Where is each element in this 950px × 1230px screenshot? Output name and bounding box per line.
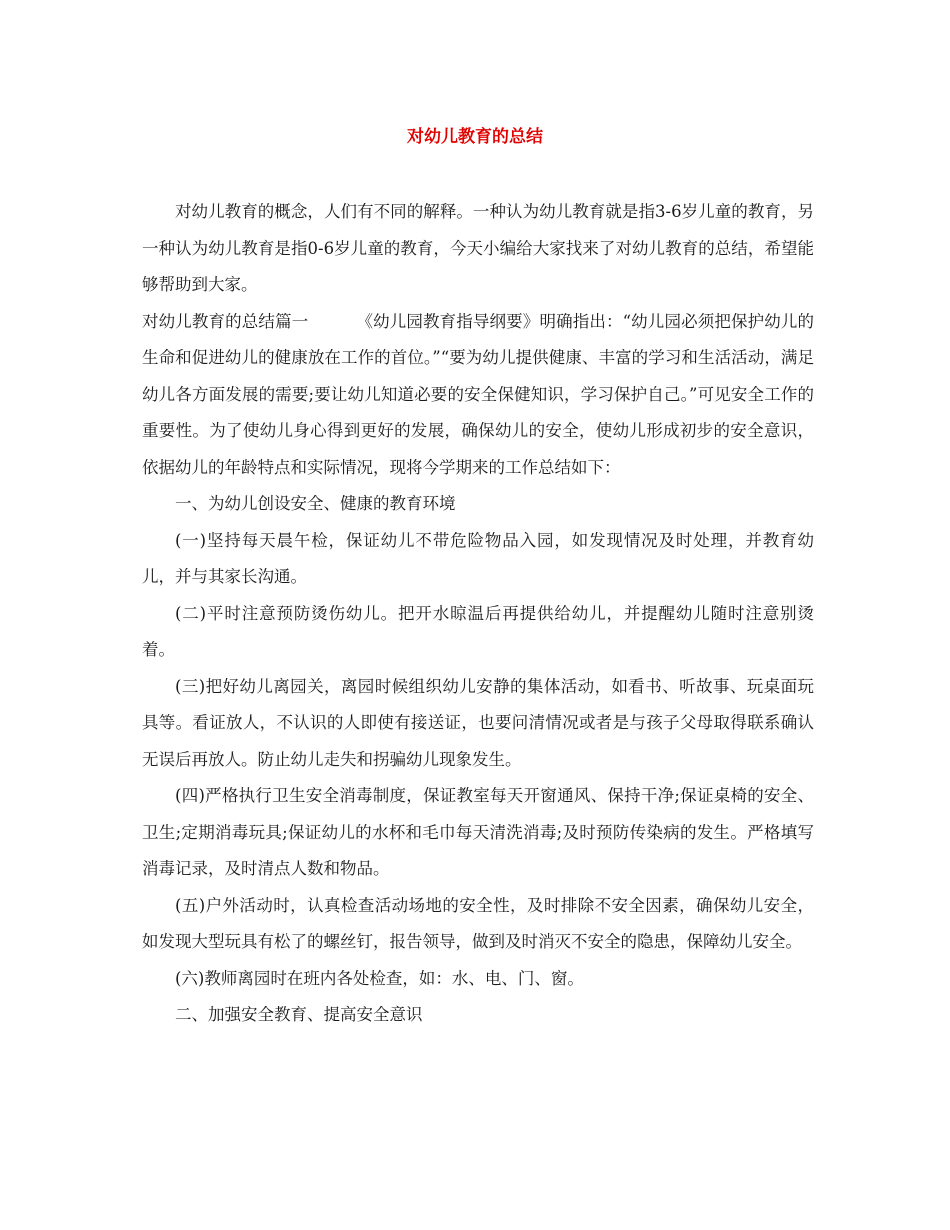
section-label: 对幼儿教育的总结篇一 <box>142 311 309 331</box>
list-item: (六)教师离园时在班内各处检查，如：水、电、门、窗。 <box>175 968 584 988</box>
list-item: (四)严格执行卫生安全消毒制度，保证教室每天开窗通风、保持干净;保证桌椅的安全、卫生;定期消毒玩具;保证幼儿的水杯和毛巾每天清洗消毒;及时预防传染病的发生。严格填写消毒记录，及时清点人数和物品。 <box>142 786 814 878</box>
section-paragraph <box>142 304 814 487</box>
document-body <box>142 194 814 1034</box>
list-item: (一)坚持每天晨午检，保证幼儿不带危险物品入园，如发现情况及时处理，并教育幼儿，并与其家长沟通。 <box>142 530 814 586</box>
heading-2: 二、加强安全教育、提高安全意识 <box>175 1005 423 1024</box>
heading-1: 一、为幼儿创设安全、健康的教育环境 <box>175 494 456 513</box>
list-item: (三)把好幼儿离园关，离园时候组织幼儿安静的集体活动，如看书、听故事、玩桌面玩具等。看证放人，不认识的人即使有接送证，也要问清情况或者是与孩子父母取得联系确认无误后再放人。防止幼儿走失和拐骗幼儿现象发生。 <box>142 676 814 769</box>
list-item: (五)户外活动时，认真检查活动场地的安全性，及时排除不安全因素，确保幼儿安全，如发现大型玩具有松了的螺丝钉，报告领导，做到及时消灭不安全的隐患，保障幼儿安全。 <box>142 895 814 951</box>
document-title: 对幼儿教育的总结 <box>407 127 543 147</box>
list-item: (二)平时注意预防烫伤幼儿。把开水晾温后再提供给幼儿，并提醒幼儿随时注意别烫着。 <box>142 603 814 659</box>
section-text: 《幼儿园教育指导纲要》明确指出：“幼儿园必须把保护幼儿的生命和促进幼儿的健康放在工作的首位。”“要为幼儿提供健康、丰富的学习和生活活动，满足幼儿各方面发展的需要;要让幼儿知道必要的安全保健知识，学习保护自己。”可见安全工作的重要性。为了使幼儿身心得到更好的发展，确保幼儿的安全，使幼儿形成初步的安全意识，依据幼儿的年龄特点和实际情况，现将今学期来的工作总结如下： <box>142 311 815 477</box>
intro-paragraph: 对幼儿教育的概念，人们有不同的解释。一种认为幼儿教育就是指3-6岁儿童的教育，另一种认为幼儿教育是指0-6岁儿童的教育，今天小编给大家找来了对幼儿教育的总结，希望能够帮助到大家。 <box>142 202 814 294</box>
